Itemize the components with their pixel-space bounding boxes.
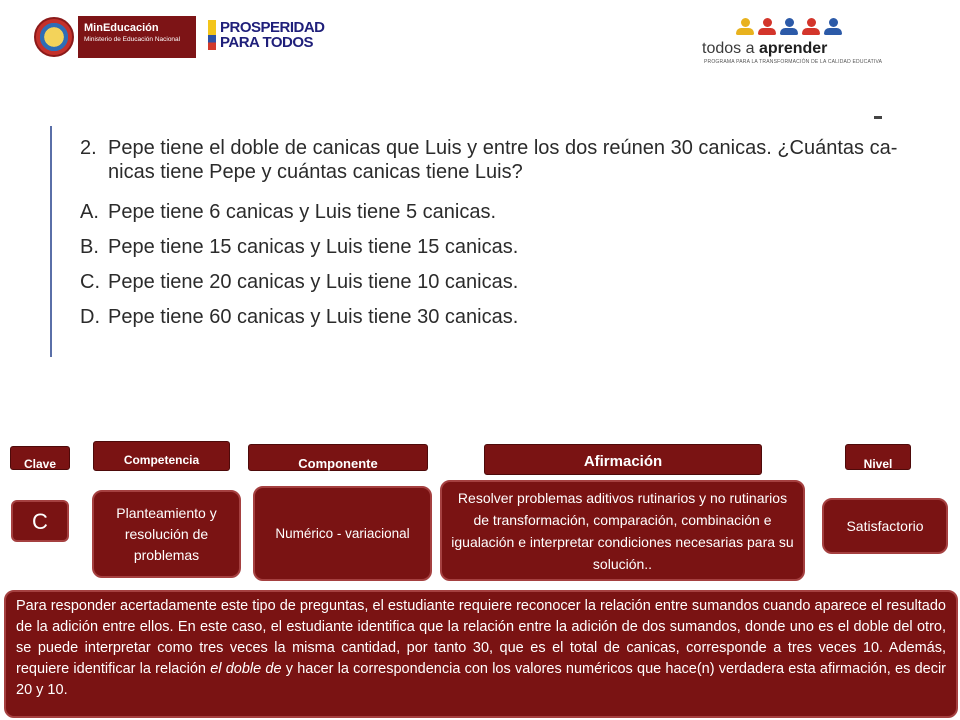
competencia-value: Planteamiento y resolución de problemas bbox=[92, 490, 241, 578]
question-number: 2. bbox=[80, 137, 97, 159]
option-letter: C. bbox=[80, 271, 100, 293]
option-text: Pepe tiene 60 canicas y Luis tiene 30 canicas. bbox=[108, 306, 519, 328]
question-mark-dash bbox=[874, 116, 882, 119]
colombia-flag-icon bbox=[208, 20, 216, 50]
explanation-text-2: y hacer la correspondencia con los valores numéricos que hace(n) verdadera esta afirmación, es decir 20 y 10. bbox=[16, 661, 947, 698]
componente-label: Componente bbox=[248, 444, 428, 471]
clave-value: C bbox=[11, 500, 69, 542]
option-a bbox=[80, 200, 900, 224]
todos-a-aprender-text: todos a aprender bbox=[702, 40, 828, 57]
option-c bbox=[80, 270, 900, 294]
prosperidad-logo bbox=[208, 20, 325, 50]
nivel-label: Nivel bbox=[845, 444, 911, 470]
option-text: Pepe tiene 20 canicas y Luis tiene 10 canicas. bbox=[108, 271, 519, 293]
option-text: Pepe tiene 15 canicas y Luis tiene 15 canicas. bbox=[108, 236, 519, 258]
todos-a-aprender-logo bbox=[702, 18, 883, 66]
explanation-text-1: Para responder acertadamente este tipo de preguntas, el estudiante requiere reconocer la relación entre sumandos cuando aparece el resultado de la adición entre ellos. En este caso, el estudiante identifica que la relación entre la adición de dos sumandos, donde uno es el doble del otro, se puede interpretar como tres veces la misma cantidad, por tanto 30, que es el total de canicas, corresponde a tres veces 10. Además, requiere identificar la relación bbox=[16, 598, 946, 677]
mineducacion-logo bbox=[34, 14, 196, 60]
mineducacion-title: MinEducación bbox=[84, 22, 159, 34]
colombia-seal-icon bbox=[34, 17, 74, 57]
clave-label: Clave bbox=[10, 446, 70, 470]
option-letter: B. bbox=[80, 236, 99, 258]
question-text: Pepe tiene el doble de canicas que Luis y entre los dos reúnen 30 canicas. ¿Cuántas ca-nicas tiene Pepe y cuántas canicas tiene Luis? bbox=[108, 137, 898, 183]
question-margin-line bbox=[50, 126, 52, 357]
option-d bbox=[80, 305, 900, 329]
option-b bbox=[80, 235, 900, 259]
prosperidad-line2: PARA TODOS bbox=[220, 34, 314, 51]
options-list bbox=[80, 200, 900, 329]
option-text: Pepe tiene 6 canicas y Luis tiene 5 canicas. bbox=[108, 201, 497, 223]
mineducacion-box bbox=[78, 16, 196, 58]
option-letter: A. bbox=[80, 201, 99, 223]
option-letter: D. bbox=[80, 306, 100, 328]
explanation-italic: el doble de bbox=[210, 661, 282, 677]
afirmacion-value: Resolver problemas aditivos rutinarios y no rutinarios de transformación, comparación, combinación e igualación e interpretar condiciones necesarias para su solución.. bbox=[440, 480, 805, 581]
afirmacion-label: Afirmación bbox=[484, 444, 762, 475]
mineducacion-subtitle: Ministerio de Educación Nacional bbox=[84, 36, 181, 43]
componente-value: Numérico - variacional bbox=[253, 486, 432, 581]
people-icon bbox=[736, 18, 846, 38]
nivel-value: Satisfactorio bbox=[822, 498, 948, 554]
competencia-label: Competencia bbox=[93, 441, 230, 471]
explanation-box bbox=[4, 590, 958, 718]
prosperidad-line1: PROSPERIDAD bbox=[220, 19, 325, 36]
question-block bbox=[80, 136, 900, 340]
todos-a-aprender-subtitle: PROGRAMA PARA LA TRANSFORMACIÓN DE LA CALIDAD EDUCATIVA bbox=[704, 59, 883, 65]
